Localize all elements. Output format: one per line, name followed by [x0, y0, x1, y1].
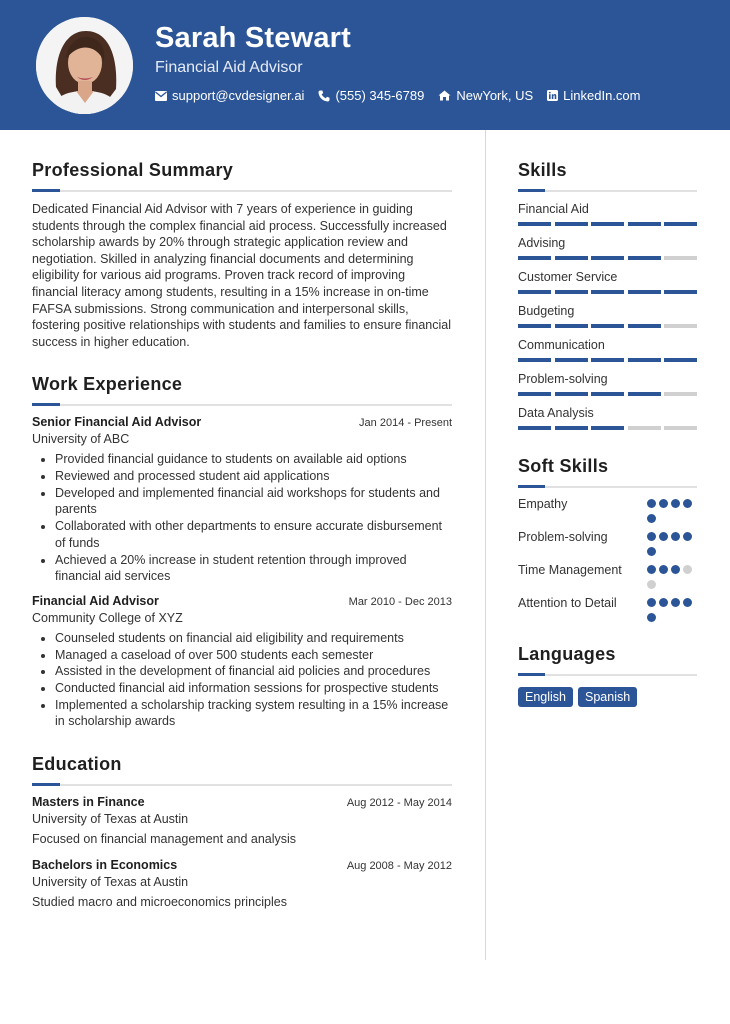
- rating-dot: [671, 565, 680, 574]
- skill-level-segment: [518, 222, 551, 226]
- education-section: [32, 754, 452, 909]
- section-rule: [518, 486, 697, 488]
- rating-dot: [659, 598, 668, 607]
- skill-level-segment: [555, 256, 588, 260]
- school-name: University of Texas at Austin: [32, 812, 189, 827]
- skill-level-segment: [591, 426, 624, 430]
- job-title: Senior Financial Aid Advisor: [32, 415, 202, 430]
- rating-dot: [683, 598, 692, 607]
- skill-item: [518, 372, 697, 396]
- skill-level-bar: [518, 426, 697, 430]
- soft-skill-name: Problem-solving: [518, 530, 608, 544]
- skill-level-segment: [591, 392, 624, 396]
- section-rule: [32, 190, 452, 192]
- skill-level-segment: [628, 392, 661, 396]
- skill-level-bar: [518, 392, 697, 396]
- soft-skill-rating: [647, 562, 697, 595]
- skill-level-segment: [591, 324, 624, 328]
- education-entry: [32, 795, 452, 846]
- rating-dot: [659, 565, 668, 574]
- rating-dot: [671, 598, 680, 607]
- skill-level-segment: [664, 324, 697, 328]
- rating-dot: [647, 565, 656, 574]
- job-dates: Jan 2014 - Present: [359, 417, 452, 430]
- list-item: • Collaborated with other departments to ensure accurate disbursement of funds: [55, 518, 452, 551]
- skill-level-segment: [664, 358, 697, 362]
- envelope-icon: [155, 91, 167, 101]
- skill-item: [518, 236, 697, 260]
- rating-dot: [647, 514, 656, 523]
- skill-level-segment: [591, 256, 624, 260]
- soft-skill-item: [518, 562, 697, 595]
- job-entry: [32, 415, 452, 585]
- contact-linkedin[interactable]: [547, 88, 640, 103]
- list-item: • Developed and implemented financial aid workshops for students and parents: [55, 485, 452, 518]
- education-dates: Aug 2008 - May 2012: [346, 860, 452, 873]
- section-rule: [518, 674, 697, 676]
- skill-level-segment: [555, 222, 588, 226]
- main-column: [32, 160, 452, 909]
- section-title: Skills: [518, 160, 567, 180]
- skill-level-bar: [518, 256, 697, 260]
- language-tag: English: [518, 687, 573, 707]
- email-text: support@cvdesigner.ai: [172, 88, 305, 103]
- soft-skill-item: [518, 529, 697, 562]
- linkedin-icon: [547, 90, 558, 101]
- rating-dot: [683, 565, 692, 574]
- rating-dot: [647, 547, 656, 556]
- list-item: • Assisted in the development of financial aid policies and procedures: [55, 663, 452, 680]
- skill-level-bar: [518, 222, 697, 226]
- skill-item: [518, 202, 697, 226]
- summary-section: [32, 160, 452, 350]
- rating-dot: [659, 499, 668, 508]
- rating-dot: [647, 613, 656, 622]
- language-tag: Spanish: [578, 687, 637, 707]
- skill-name: Data Analysis: [518, 406, 594, 420]
- job-title: Financial Aid Advisor: [32, 593, 159, 608]
- language-tags: [518, 687, 697, 707]
- list-item: • Conducted financial aid information sessions for prospective students: [55, 680, 452, 697]
- section-title: Languages: [518, 644, 616, 664]
- contact-email[interactable]: [155, 88, 304, 103]
- sidebar-column: [518, 160, 697, 707]
- section-rule: [32, 404, 452, 406]
- education-desc: Studied macro and microeconomics principles: [32, 895, 287, 910]
- phone-text: (555) 345-6789: [335, 88, 425, 103]
- candidate-name: Sarah Stewart: [155, 22, 352, 54]
- phone-icon: [318, 90, 330, 102]
- rating-dot: [647, 532, 656, 541]
- skill-level-segment: [664, 222, 697, 226]
- contact-bar: [155, 88, 655, 103]
- skill-level-segment: [518, 426, 551, 430]
- list-item: • Provided financial guidance to students on available aid options: [55, 451, 452, 468]
- avatar: [36, 17, 133, 114]
- home-icon: [438, 90, 451, 101]
- soft-skill-name: Time Management: [518, 563, 622, 577]
- skill-level-segment: [628, 426, 661, 430]
- skill-level-segment: [518, 358, 551, 362]
- soft-skill-item: [518, 496, 697, 529]
- section-title: Soft Skills: [518, 456, 609, 476]
- soft-skill-rating: [647, 595, 697, 628]
- rating-dot: [647, 598, 656, 607]
- soft-skill-name: Attention to Detail: [518, 596, 617, 610]
- skill-level-segment: [591, 290, 624, 294]
- skill-level-segment: [518, 324, 551, 328]
- skill-level-segment: [664, 256, 697, 260]
- skill-level-segment: [555, 426, 588, 430]
- skill-level-segment: [518, 392, 551, 396]
- skill-name: Financial Aid: [518, 202, 589, 216]
- skill-level-segment: [628, 324, 661, 328]
- job-entry: [32, 594, 452, 730]
- skill-item: [518, 338, 697, 362]
- skill-level-segment: [628, 358, 661, 362]
- candidate-title: Financial Aid Advisor: [155, 59, 303, 76]
- rating-dot: [671, 499, 680, 508]
- skill-name: Customer Service: [518, 270, 618, 284]
- rating-dot: [647, 580, 656, 589]
- skill-level-segment: [664, 426, 697, 430]
- skill-name: Budgeting: [518, 304, 575, 318]
- soft-skills-section: [518, 456, 697, 628]
- rating-dot: [671, 532, 680, 541]
- skill-item: [518, 270, 697, 294]
- education-dates: Aug 2012 - May 2014: [346, 797, 452, 810]
- skills-list: [518, 202, 697, 430]
- section-title: Professional Summary: [32, 160, 234, 180]
- experience-section: [32, 374, 452, 730]
- rating-dot: [683, 532, 692, 541]
- skill-name: Communication: [518, 338, 605, 352]
- header: [0, 0, 730, 130]
- skill-level-bar: [518, 358, 697, 362]
- degree-title: Bachelors in Economics: [32, 858, 178, 873]
- skill-item: [518, 304, 697, 328]
- job-org: Community College of XYZ: [32, 610, 183, 625]
- degree-title: Masters in Finance: [32, 795, 145, 810]
- skills-section: [518, 160, 697, 430]
- languages-section: [518, 644, 697, 707]
- skill-level-segment: [628, 222, 661, 226]
- skill-level-segment: [555, 358, 588, 362]
- rating-dot: [683, 499, 692, 508]
- skill-level-segment: [518, 290, 551, 294]
- contact-phone[interactable]: [318, 88, 424, 103]
- list-item: • Managed a caseload of over 500 students each semester: [55, 647, 452, 664]
- skill-name: Problem-solving: [518, 372, 608, 386]
- summary-text: Dedicated Financial Aid Advisor with 7 years of experience in guiding students through the complex financial aid process. Successfully increased scholarship awards by 20% through strategic application review and negotiation. Skilled in analyzing financial documents and determining eligibility for various aid programs. Proven track record of improving financial literacy among students, resulting in a 15% increase in on-time FAFSA submissions. Strong communication and interpersonal skills, fostering positive relationships with students and families to ensure financial success in higher education.: [32, 202, 451, 349]
- skill-name: Advising: [518, 236, 566, 250]
- contact-location: [438, 88, 533, 103]
- job-org: University of ABC: [32, 432, 130, 447]
- soft-skill-item: [518, 595, 697, 628]
- soft-skill-rating: [647, 496, 697, 529]
- skill-level-bar: [518, 290, 697, 294]
- skill-level-segment: [628, 256, 661, 260]
- column-divider: [485, 130, 486, 960]
- education-entry: [32, 858, 452, 909]
- skill-item: [518, 406, 697, 430]
- soft-skills-list: [518, 496, 697, 628]
- skill-level-segment: [591, 222, 624, 226]
- skill-level-segment: [664, 392, 697, 396]
- skill-level-segment: [628, 290, 661, 294]
- skill-level-segment: [591, 358, 624, 362]
- list-item: • Achieved a 20% increase in student retention through improved financial aid services: [55, 552, 452, 585]
- skill-level-segment: [555, 324, 588, 328]
- section-title: Education: [32, 754, 122, 775]
- skill-level-segment: [518, 256, 551, 260]
- soft-skill-rating: [647, 529, 697, 562]
- list-item: • Implemented a scholarship tracking system resulting in a 15% increase in scholarship awards: [55, 697, 452, 730]
- job-dates: Mar 2010 - Dec 2013: [348, 595, 452, 608]
- skill-level-segment: [664, 290, 697, 294]
- job-bullets: [32, 451, 452, 585]
- section-title: Work Experience: [32, 374, 183, 395]
- rating-dot: [647, 499, 656, 508]
- school-name: University of Texas at Austin: [32, 875, 189, 890]
- education-desc: Focused on financial management and analysis: [32, 832, 297, 847]
- skill-level-segment: [555, 392, 588, 396]
- linkedin-text: LinkedIn.com: [563, 88, 641, 103]
- skill-level-segment: [555, 290, 588, 294]
- rating-dot: [659, 532, 668, 541]
- list-item: • Reviewed and processed student aid applications: [55, 468, 452, 485]
- section-rule: [32, 784, 452, 786]
- soft-skill-name: Empathy: [518, 497, 568, 511]
- job-bullets: [32, 630, 452, 730]
- section-rule: [518, 190, 697, 192]
- list-item: • Counseled students on financial aid eligibility and requirements: [55, 630, 452, 647]
- location-text: NewYork, US: [456, 88, 534, 103]
- skill-level-bar: [518, 324, 697, 328]
